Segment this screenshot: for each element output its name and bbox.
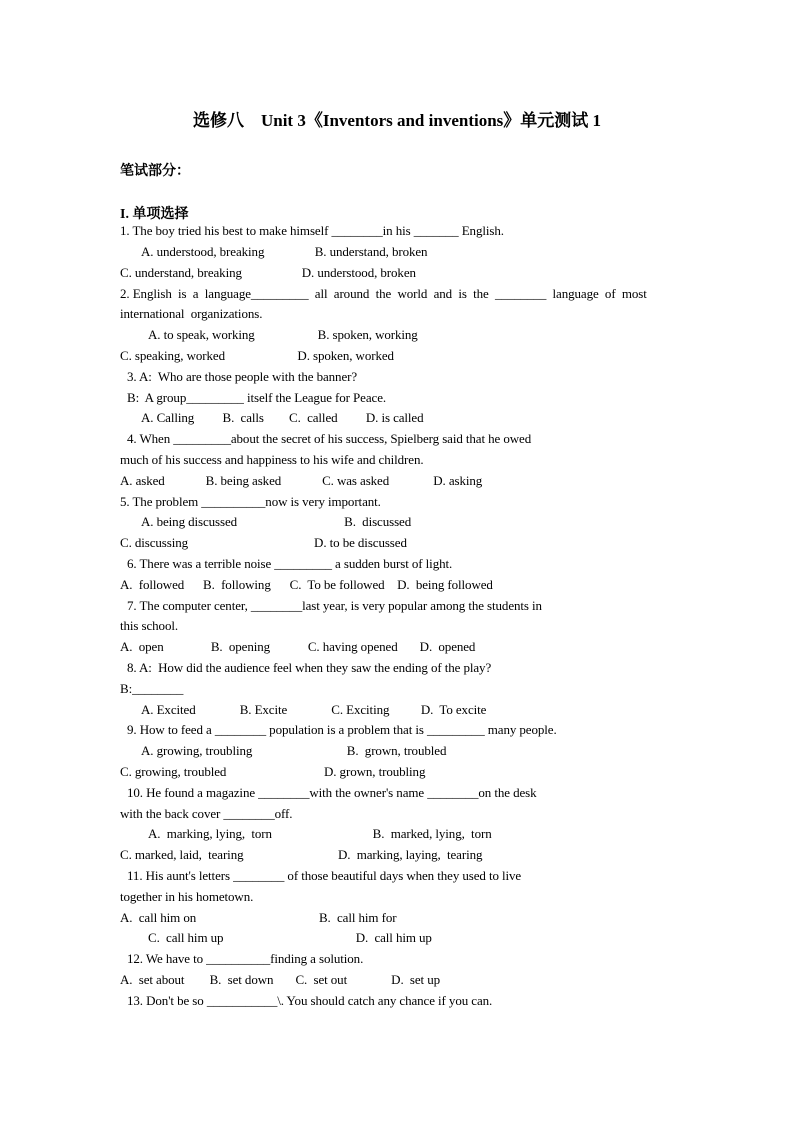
question-9-options-ab: A. growing, troubling B. grown, troubled [141,743,447,758]
question-4-text-cont: much of his success and happiness to his wife and children. [120,452,424,467]
question-3-text: 3. A: Who are those people with the banner? [127,369,358,384]
question-10-text-cont: with the back cover ________off. [120,806,293,821]
question-3-text-b: B: A group_________ itself the League for Peace. [127,390,387,405]
question-10-options-ab: A. marking, lying, torn B. marked, lying, torn [148,826,492,841]
question-5-options-ab: A. being discussed B. discussed [141,514,412,529]
question-1-options-cd: C. understand, breaking D. understood, broken [120,265,416,280]
question-3-options: A. Calling B. calls C. called D. is called [141,410,424,425]
question-9-text: 9. How to feed a ________ population is a problem that is _________ many people. [127,722,557,737]
question-6-text: 6. There was a terrible noise _________ a sudden burst of light. [127,556,453,571]
section-1-heading: I. 单项选择 [120,207,189,222]
question-5-options-cd: C. discussing D. to be discussed [120,535,407,550]
question-4-text: 4. When _________about the secret of his success, Spielberg said that he owed [127,431,532,446]
question-7-text-cont: this school. [120,618,179,633]
question-2-options-cd: C. speaking, worked D. spoken, worked [120,348,394,363]
page-title: 选修八 Unit 3《Inventors and inventions》单元测试 1 [192,111,602,130]
question-8-options: A. Excited B. Excite C. Exciting D. To excite [141,702,487,717]
question-11-options-cd: C. call him up D. call him up [148,930,432,945]
question-11-options-ab: A. call him on B. call him for [120,910,397,925]
question-4-options: A. asked B. being asked C. was asked D. asking [120,473,483,488]
question-6-options: A. followed B. following C. To be followed D. being followed [120,577,493,592]
question-1-options-ab: A. understood, breaking B. understand, broken [141,244,428,259]
question-2-text: 2. English is a language_________ all around the world and is the ________ language of most [120,286,647,301]
question-8-text-b: B:________ [120,681,184,696]
question-7-options: A. open B. opening C. having opened D. opened [120,639,476,654]
question-5-text: 5. The problem __________now is very important. [120,494,381,509]
question-10-text: 10. He found a magazine ________with the owner's name ________on the desk [127,785,537,800]
question-1-text: 1. The boy tried his best to make himself ________in his _______ English. [120,223,504,238]
section-written-heading: 笔试部分： [120,164,190,179]
question-12-text: 12. We have to __________finding a solution. [127,951,364,966]
question-9-options-cd: C. growing, troubled D. grown, troubling [120,764,426,779]
question-11-text-cont: together in his hometown. [120,889,254,904]
question-2-text-cont: international organizations. [120,306,263,321]
question-2-options-ab: A. to speak, working B. spoken, working [148,327,418,342]
question-7-text: 7. The computer center, ________last year, is very popular among the students in [127,598,542,613]
question-10-options-cd: C. marked, laid, tearing D. marking, laying, tearing [120,847,483,862]
question-11-text: 11. His aunt's letters ________ of those beautiful days when they used to live [127,868,522,883]
question-12-options: A. set about B. set down C. set out D. set up [120,972,441,987]
question-13-text: 13. Don't be so ___________\. You should catch any chance if you can. [127,993,493,1008]
question-8-text: 8. A: How did the audience feel when they saw the ending of the play? [127,660,492,675]
